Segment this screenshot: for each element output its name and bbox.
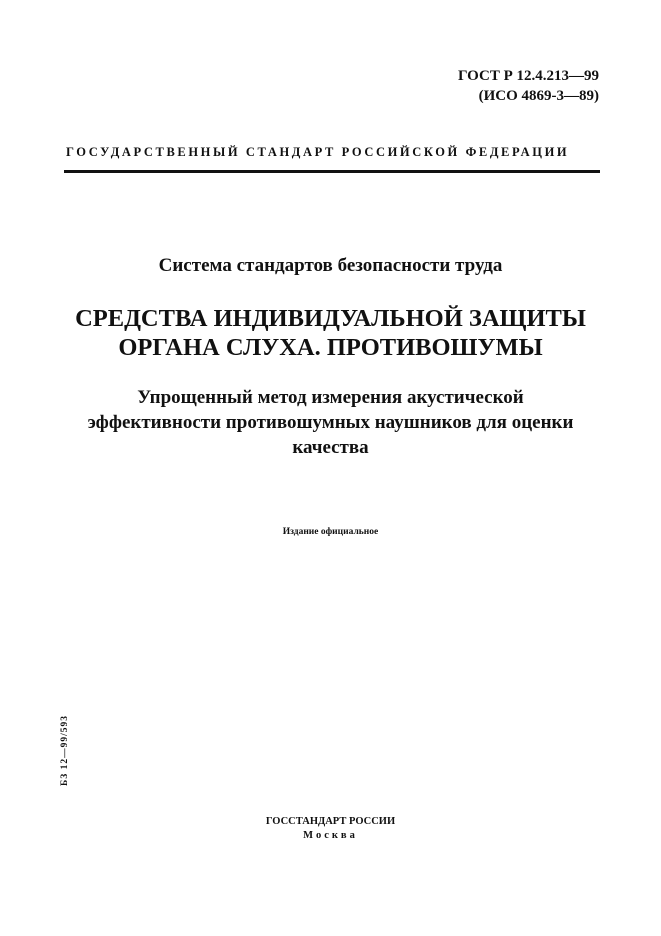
gost-number: ГОСТ Р 12.4.213—99 [457, 68, 599, 84]
side-code: БЗ 12—99/593 [60, 714, 70, 786]
subtitle-line: эффективности противошумных наушников для оценки [87, 412, 574, 433]
series-title: Система стандартов безопасности труда [158, 255, 503, 276]
header-rule [64, 170, 600, 173]
publisher-name: ГОССТАНДАРТ РОССИИ [265, 816, 396, 827]
publisher [0, 815, 661, 843]
main-title-line: ОРГАНА СЛУХА. ПРОТИВОШУМЫ [118, 334, 543, 361]
main-title-line: СРЕДСТВА ИНДИВИДУАЛЬНОЙ ЗАЩИТЫ [75, 305, 586, 332]
subtitle [0, 385, 661, 460]
document-code [458, 66, 599, 106]
main-title [0, 304, 661, 362]
edition-label: Издание официальное [282, 527, 379, 537]
publisher-city: Москва [303, 830, 358, 841]
subtitle-line: качества [292, 437, 369, 458]
subtitle-line: Упрощенный метод измерения акустической [137, 387, 524, 408]
iso-number: (ИСО 4869-3—89) [478, 88, 599, 104]
header-title: ГОСУДАРСТВЕННЫЙ СТАНДАРТ РОССИЙСКОЙ ФЕДЕРАЦИИ [66, 145, 570, 159]
